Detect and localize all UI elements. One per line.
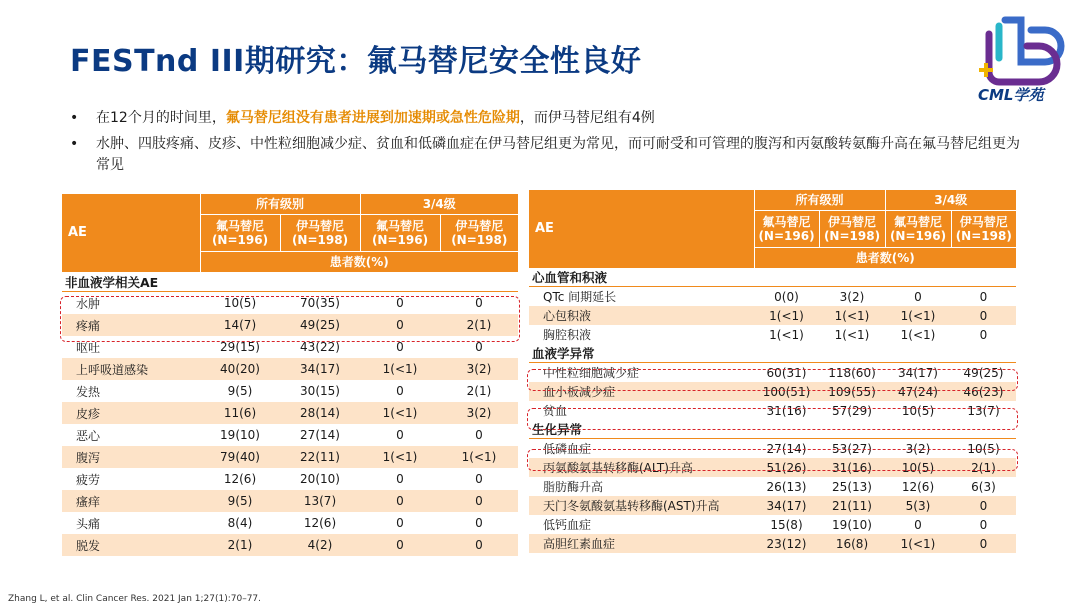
value-cell: 1(<1) <box>819 306 885 325</box>
value-cell: 34(17) <box>754 496 819 515</box>
value-cell: 12(6) <box>885 477 951 496</box>
value-cell: 0 <box>951 287 1016 307</box>
value-cell: 1(<1) <box>819 325 885 344</box>
ae-name-cell: 瘙痒 <box>62 490 200 512</box>
ae-name-cell: 疲劳 <box>62 468 200 490</box>
highlight-box-hypophosphatemia <box>527 449 1018 471</box>
value-cell: 1(<1) <box>885 534 951 553</box>
value-cell: 3(2) <box>819 287 885 307</box>
value-cell: 11(6) <box>200 402 280 424</box>
ae-name-cell: 皮疹 <box>62 402 200 424</box>
ae-name-cell: 上呼吸道感染 <box>62 358 200 380</box>
value-cell: 70(35) <box>280 292 360 315</box>
value-cell: 100(51) <box>754 382 819 401</box>
value-cell: 47(24) <box>885 382 951 401</box>
value-cell: 20(10) <box>280 468 360 490</box>
value-cell: 34(17) <box>885 363 951 383</box>
bullet-item <box>70 134 1030 176</box>
bullet-text: 在12个月的时间里， <box>96 110 226 126</box>
value-cell: 31(16) <box>754 401 819 420</box>
value-cell: 27(14) <box>280 424 360 446</box>
table-row <box>529 534 1016 553</box>
value-cell: 1(<1) <box>360 358 440 380</box>
value-cell: 0 <box>360 512 440 534</box>
value-cell: 2(1) <box>951 458 1016 477</box>
value-cell: 12(6) <box>280 512 360 534</box>
value-cell: 79(40) <box>200 446 280 468</box>
citation: Zhang L, et al. Clin Cancer Res. 2021 Jan 1;27(1):70–77. <box>8 594 262 604</box>
value-cell: 5(3) <box>885 496 951 515</box>
section-title: 生化异常 <box>529 420 1016 439</box>
value-cell: 40(20) <box>200 358 280 380</box>
ae-name-cell: 高胆红素血症 <box>529 534 754 553</box>
section-title: 心血管和积液 <box>529 268 1016 287</box>
value-cell: 2(1) <box>200 534 280 556</box>
table-row <box>62 424 518 446</box>
table-row <box>529 325 1016 344</box>
value-cell: 0 <box>951 496 1016 515</box>
value-cell: 0 <box>360 314 440 336</box>
value-cell: 31(16) <box>819 458 885 477</box>
section-row <box>529 344 1016 363</box>
header-patients: 患者数(%) <box>754 248 1016 269</box>
ae-name-cell: 胸腔积液 <box>529 325 754 344</box>
section-row <box>62 272 518 292</box>
value-cell: 46(23) <box>951 382 1016 401</box>
table-row <box>529 306 1016 325</box>
value-cell: 0 <box>440 512 518 534</box>
table-row <box>62 380 518 402</box>
bullet-text: 水肿、四肢疼痛、皮疹、中性粒细胞减少症、贫血和低磷血症在伊马替尼组更为常见，而可耐受和可管理的腹泻和丙氨酸转氨酶升高在氟马替尼组更为常见 <box>96 136 1020 173</box>
value-cell: 3(2) <box>440 358 518 380</box>
value-cell: 0 <box>885 515 951 534</box>
table-row <box>62 534 518 556</box>
header-imatinib: 伊马替尼 (N=198) <box>951 211 1016 248</box>
ae-name-cell: 恶心 <box>62 424 200 446</box>
value-cell: 0 <box>360 380 440 402</box>
value-cell: 29(15) <box>200 336 280 358</box>
highlight-box-neutropenia <box>527 369 1018 391</box>
value-cell: 10(5) <box>951 439 1016 459</box>
ae-name-cell: 中性粒细胞减少症 <box>529 363 754 383</box>
value-cell: 13(7) <box>280 490 360 512</box>
section-title: 血液学异常 <box>529 344 1016 363</box>
ae-name-cell: 天门冬氨酸氨基转移酶(AST)升高 <box>529 496 754 515</box>
header-flumatinib: 氟马替尼 (N=196) <box>885 211 951 248</box>
ae-name-cell: 腹泻 <box>62 446 200 468</box>
value-cell: 10(5) <box>885 401 951 420</box>
value-cell: 12(6) <box>200 468 280 490</box>
value-cell: 19(10) <box>819 515 885 534</box>
table-row <box>529 287 1016 307</box>
table-row <box>529 515 1016 534</box>
ae-name-cell: 头痛 <box>62 512 200 534</box>
ae-name-cell: 贫血 <box>529 401 754 420</box>
value-cell: 1(<1) <box>360 446 440 468</box>
value-cell: 6(3) <box>951 477 1016 496</box>
ae-table-left <box>62 194 518 556</box>
value-cell: 19(10) <box>200 424 280 446</box>
value-cell: 0 <box>360 292 440 315</box>
value-cell: 8(4) <box>200 512 280 534</box>
bullet-highlight: 氟马替尼组没有患者进展到加速期或急性危险期 <box>225 110 520 126</box>
value-cell: 43(22) <box>280 336 360 358</box>
header-imatinib: 伊马替尼 (N=198) <box>280 215 360 252</box>
highlight-box-anemia <box>527 408 1018 430</box>
ae-name-cell: 脂肪酶升高 <box>529 477 754 496</box>
value-cell: 23(12) <box>754 534 819 553</box>
header-grade34: 3/4级 <box>360 194 518 215</box>
value-cell: 1(<1) <box>885 325 951 344</box>
table-row <box>62 490 518 512</box>
highlight-box-edema-pain <box>60 296 520 342</box>
value-cell: 4(2) <box>280 534 360 556</box>
value-cell: 22(11) <box>280 446 360 468</box>
value-cell: 2(1) <box>440 314 518 336</box>
table-row <box>62 446 518 468</box>
ae-name-cell: 低磷血症 <box>529 439 754 459</box>
bullet-text: ，而伊马替尼组有4例 <box>519 110 655 126</box>
value-cell: 2(1) <box>440 380 518 402</box>
value-cell: 1(<1) <box>754 306 819 325</box>
value-cell: 1(<1) <box>885 306 951 325</box>
value-cell: 16(8) <box>819 534 885 553</box>
ae-name-cell: 发热 <box>62 380 200 402</box>
value-cell: 0 <box>440 534 518 556</box>
header-flumatinib: 氟马替尼 (N=196) <box>200 215 280 252</box>
value-cell: 15(8) <box>754 515 819 534</box>
value-cell: 0 <box>440 336 518 358</box>
value-cell: 49(25) <box>951 363 1016 383</box>
value-cell: 9(5) <box>200 380 280 402</box>
ae-name-cell: 血小板减少症 <box>529 382 754 401</box>
ae-name-cell: 心包积液 <box>529 306 754 325</box>
value-cell: 13(7) <box>951 401 1016 420</box>
value-cell: 10(5) <box>200 292 280 315</box>
value-cell: 25(13) <box>819 477 885 496</box>
value-cell: 0 <box>951 515 1016 534</box>
header-imatinib: 伊马替尼 (N=198) <box>440 215 518 252</box>
value-cell: 57(29) <box>819 401 885 420</box>
table-row <box>62 468 518 490</box>
ae-name-cell: 水肿 <box>62 292 200 315</box>
section-row <box>529 268 1016 287</box>
value-cell: 60(31) <box>754 363 819 383</box>
value-cell: 0 <box>951 534 1016 553</box>
value-cell: 0 <box>440 424 518 446</box>
table-row <box>62 358 518 380</box>
value-cell: 49(25) <box>280 314 360 336</box>
header-ae: AE <box>529 190 754 268</box>
value-cell: 118(60) <box>819 363 885 383</box>
value-cell: 0 <box>951 306 1016 325</box>
header-ae: AE <box>62 194 200 272</box>
logo-text: CML学苑 <box>978 86 1044 104</box>
value-cell: 3(2) <box>440 402 518 424</box>
value-cell: 3(2) <box>885 439 951 459</box>
value-cell: 51(26) <box>754 458 819 477</box>
ae-name-cell: 丙氨酸氨基转移酶(ALT)升高 <box>529 458 754 477</box>
value-cell: 10(5) <box>885 458 951 477</box>
value-cell: 1(<1) <box>360 402 440 424</box>
value-cell: 0(0) <box>754 287 819 307</box>
value-cell: 27(14) <box>754 439 819 459</box>
header-all-grades: 所有级别 <box>200 194 360 215</box>
table-row <box>529 496 1016 515</box>
value-cell: 0 <box>440 468 518 490</box>
value-cell: 26(13) <box>754 477 819 496</box>
value-cell: 0 <box>360 490 440 512</box>
header-grade34: 3/4级 <box>885 190 1016 211</box>
header-flumatinib: 氟马替尼 (N=196) <box>754 211 819 248</box>
value-cell: 14(7) <box>200 314 280 336</box>
value-cell: 34(17) <box>280 358 360 380</box>
ae-name-cell: 低钙血症 <box>529 515 754 534</box>
value-cell: 109(55) <box>819 382 885 401</box>
header-patients: 患者数(%) <box>200 252 518 273</box>
value-cell: 1(<1) <box>440 446 518 468</box>
value-cell: 9(5) <box>200 490 280 512</box>
value-cell: 0 <box>360 468 440 490</box>
header-all-grades: 所有级别 <box>754 190 885 211</box>
table-row <box>62 512 518 534</box>
value-cell: 21(11) <box>819 496 885 515</box>
value-cell: 53(27) <box>819 439 885 459</box>
value-cell: 0 <box>951 325 1016 344</box>
value-cell: 28(14) <box>280 402 360 424</box>
value-cell: 0 <box>360 424 440 446</box>
bullet-list <box>70 108 1030 181</box>
value-cell: 30(15) <box>280 380 360 402</box>
header-flumatinib: 氟马替尼 (N=196) <box>360 215 440 252</box>
bullet-item <box>70 108 1030 129</box>
page-title: FESTnd III期研究：氟马替尼安全性良好 <box>70 44 642 79</box>
ae-name-cell: QTc 间期延长 <box>529 287 754 307</box>
table-row <box>529 477 1016 496</box>
value-cell: 0 <box>360 534 440 556</box>
value-cell: 0 <box>360 336 440 358</box>
value-cell: 0 <box>885 287 951 307</box>
ae-name-cell: 呕吐 <box>62 336 200 358</box>
value-cell: 1(<1) <box>754 325 819 344</box>
table-row <box>62 402 518 424</box>
section-title: 非血液学相关AE <box>62 272 518 292</box>
ae-name-cell: 疼痛 <box>62 314 200 336</box>
ae-name-cell: 脱发 <box>62 534 200 556</box>
value-cell: 0 <box>440 292 518 315</box>
value-cell: 0 <box>440 490 518 512</box>
header-imatinib: 伊马替尼 (N=198) <box>819 211 885 248</box>
